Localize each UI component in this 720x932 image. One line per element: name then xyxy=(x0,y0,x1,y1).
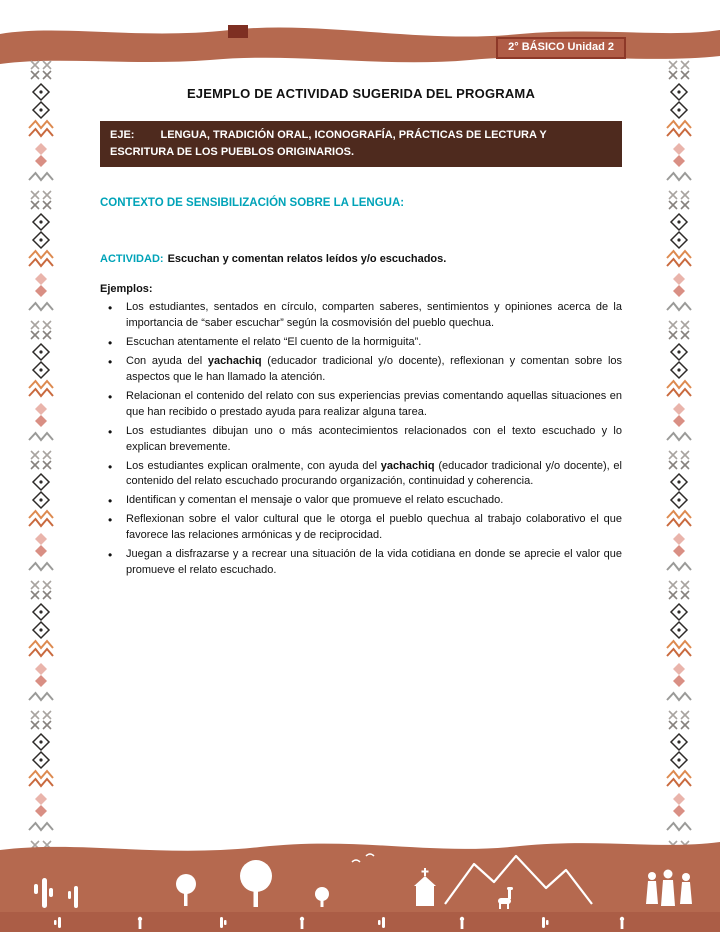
list-item xyxy=(100,547,622,579)
page-title: EJEMPLO DE ACTIVIDAD SUGERIDA DEL PROGRAMA xyxy=(186,86,536,101)
list-item xyxy=(100,424,622,456)
examples-label: Ejemplos: xyxy=(100,283,153,296)
band-accent-block xyxy=(228,25,248,38)
text-run: Los estudiantes explican oralmente, con ayuda del xyxy=(126,459,381,472)
list-item xyxy=(100,493,622,509)
activity-line xyxy=(100,253,622,265)
text-run: Identifican y comentan el mensaje o valor que promueve el relato escuchado. xyxy=(126,494,504,507)
text-run: Con ayuda del xyxy=(126,354,208,367)
text-run: Relacionan el contenido del relato con sus experiencias previas comentando aquellas situaciones en que han recibido o prestado ayuda para realizar alguna tarea. xyxy=(126,389,622,418)
left-ornament-border xyxy=(28,58,54,848)
list-item xyxy=(100,389,622,421)
bold-term: yachachiq xyxy=(380,459,435,472)
bold-term: yachachiq xyxy=(207,354,262,367)
activity-text: Escuchan y comentan relatos leídos y/o escuchados. xyxy=(167,253,447,266)
examples-list xyxy=(100,300,622,579)
list-item xyxy=(100,300,622,332)
main-content xyxy=(100,86,622,582)
text-run: Los estudiantes, sentados en círculo, comparten saberes, sentimientos y opiniones acerca de la importancia de “saber escuchar” según la cosmovisión del pueblo quechua. xyxy=(126,301,622,330)
eje-banner xyxy=(100,121,622,167)
right-ornament-border xyxy=(666,58,692,848)
bottom-landscape-decoration xyxy=(0,832,720,932)
list-item xyxy=(100,335,622,351)
text-run: (educador tradicional y/o docente), reflexionan y comentan sobre los aspectos que le han llamado la atención. xyxy=(126,354,623,383)
list-item xyxy=(100,354,622,386)
unit-badge: 2° BÁSICO Unidad 2 xyxy=(496,37,626,59)
list-item xyxy=(100,512,622,544)
activity-label: ACTIVIDAD: xyxy=(100,253,164,266)
list-item xyxy=(100,459,622,491)
context-heading: CONTEXTO DE SENSIBILIZACIÓN SOBRE LA LENGUA: xyxy=(100,197,405,210)
eje-label: EJE: xyxy=(110,129,135,141)
text-run: (educador tradicional y/o docente), el contenido del relato escuchado procurando organización, continuidad y coherencia. xyxy=(126,459,622,488)
eje-text: LENGUA, TRADICIÓN ORAL, ICONOGRAFÍA, PRÁCTICAS DE LECTURA Y ESCRITURA DE LOS PUEBLOS ORIGINARIOS. xyxy=(110,129,547,159)
footer-frieze xyxy=(0,912,720,932)
text-run: Escuchan atentamente el relato “El cuento de la hormiguita”. xyxy=(126,335,422,348)
text-run: Reflexionan sobre el valor cultural que le otorga el pueblo quechua al trabajo colaborativo el que favorece las relaciones armónicas y de reciprocidad. xyxy=(126,513,622,542)
text-run: Juegan a disfrazarse y a recrear una situación de la vida cotidiana en donde se aprecie el valor que promueve el relato escuchado. xyxy=(126,548,622,577)
text-run: Los estudiantes dibujan uno o más acontecimientos relacionados con el texto escuchado y lo explican brevemente. xyxy=(126,424,622,453)
people-icon xyxy=(646,870,692,907)
